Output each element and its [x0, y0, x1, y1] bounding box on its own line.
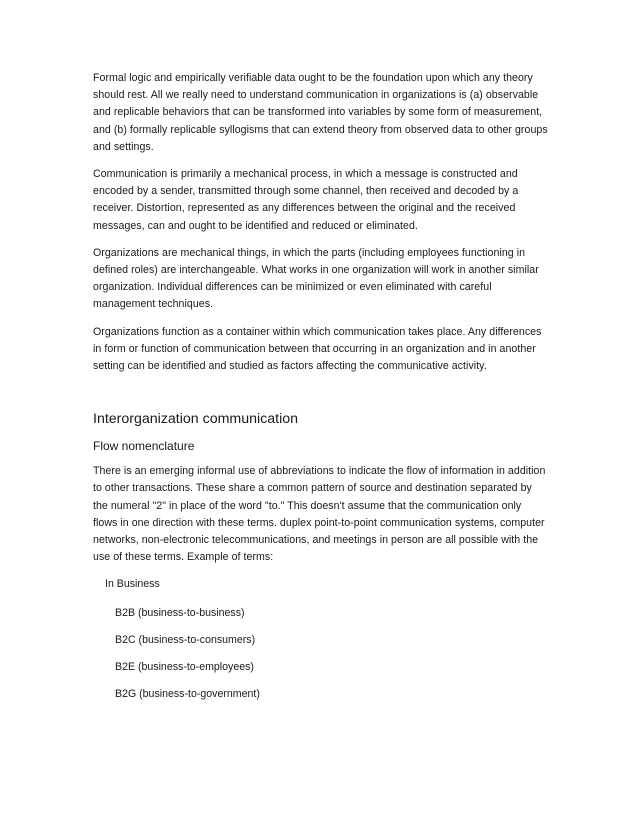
paragraph-formal-logic: Formal logic and empirically verifiable data ought to be the foundation upon which any theory should rest. All we really need to understand communication in organizations is (a) observable and replicable behaviors that can be transformed into variables by some form of measurement, and (b) formally replicable syllogisms that can extend theory from observed data to other groups and settings.	[93, 72, 548, 153]
list-item: B2C (business-to-consumers)	[115, 634, 256, 647]
list-item: B2B (business-to-business)	[115, 607, 245, 620]
document-content	[93, 70, 548, 713]
section-heading: Interorganization communication	[93, 411, 299, 428]
list-item: B2E (business-to-employees)	[115, 661, 254, 674]
list-item: B2G (business-to-government)	[115, 688, 260, 701]
list-group-label: In Business	[105, 578, 160, 591]
paragraph-flow-nomenclature: There is an emerging informal use of abbreviations to indicate the flow of information in addition to other transactions. These share a common pattern of source and destination separated by the numeral "2" in place of the word "to." This doesn't assume that the communication only flows in one direction with these terms. duplex point-to-point communication systems, computer networks, non-electronic telecommunications, and meetings in person are all possible with the use of these terms. Example of terms:	[93, 465, 546, 564]
subsection-heading: Flow nomenclature	[93, 439, 195, 454]
paragraph-organizations-mechanical: Organizations are mechanical things, in which the parts (including employees functioning in defined roles) are interchangeable. What works in one organization will work in another similar organization. Individual differences can be minimized or even eliminated with careful management techniques.	[93, 246, 539, 311]
paragraph-organizations-container: Organizations function as a container within which communication takes place. Any differences in form or function of communication between that occurring in an organization and in another setting can be identified and studied as factors affecting the communicative activity.	[93, 325, 542, 373]
term-list	[93, 605, 548, 703]
term-list-group	[93, 576, 548, 703]
paragraph-mechanical-process: Communication is primarily a mechanical process, in which a message is constructed and encoded by a sender, transmitted through some channel, then received and decoded by a receiver. Distortion, represented as any differences between the original and the received messages, can and ought to be identified and reduced or eliminated.	[93, 168, 519, 232]
